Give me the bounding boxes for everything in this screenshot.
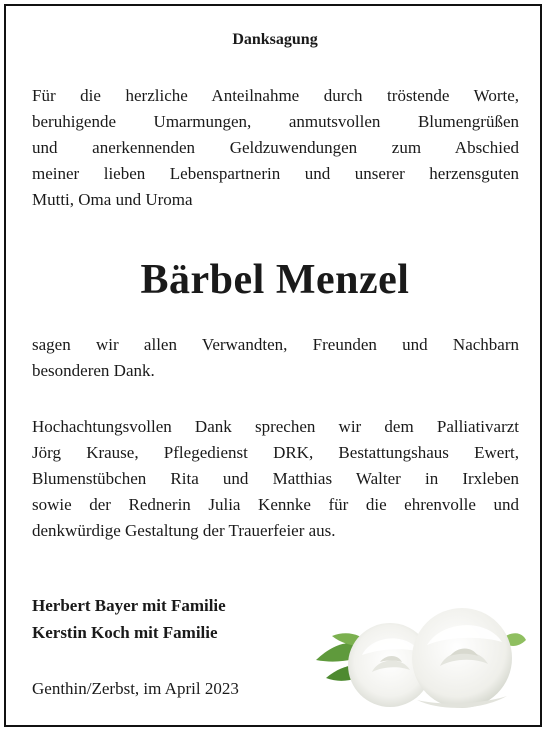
special-thanks-line: denkwürdige Gestaltung der Trauerfeier aus. (32, 521, 336, 540)
thanks-paragraph (32, 332, 519, 384)
intro-line: Mutti, Oma und Uroma (32, 190, 193, 209)
intro-line: meiner lieben Lebenspartnerin und unserer herzensguten (32, 164, 519, 183)
special-thanks-line: Hochachtungsvollen Dank sprechen wir dem Palliativarzt (32, 417, 519, 436)
deceased-name: Bärbel Menzel (140, 257, 410, 303)
thanks-line: sagen wir allen Verwandten, Freunden und Nachbarn (32, 335, 519, 354)
intro-line: und anerkennenden Geldzuwendungen zum Abschied (32, 138, 519, 157)
special-thanks-line: sowie der Rednerin Julia Kennke für die ehrenvolle und (32, 495, 519, 514)
place-date: Genthin/Zerbst, im April 2023 (32, 679, 239, 698)
notice-heading: Danksagung (232, 31, 318, 48)
intro-line: Für die herzliche Anteilnahme durch tröstende Worte, (32, 86, 519, 105)
signer-name: Herbert Bayer mit Familie (32, 596, 226, 615)
intro-paragraph (32, 83, 519, 213)
thanks-line: besonderen Dank. (32, 361, 155, 380)
special-thanks-line: Blumenstübchen Rita und Matthias Walter in Irxleben (32, 469, 519, 488)
special-thanks-line: Jörg Krause, Pflegedienst DRK, Bestattungshaus Ewert, (32, 443, 519, 462)
special-thanks-paragraph (32, 414, 519, 544)
intro-line: beruhigende Umarmungen, anmutsvollen Blumengrüßen (32, 112, 519, 131)
signer-name: Kerstin Koch mit Familie (32, 623, 218, 642)
white-roses-icon (312, 600, 527, 715)
